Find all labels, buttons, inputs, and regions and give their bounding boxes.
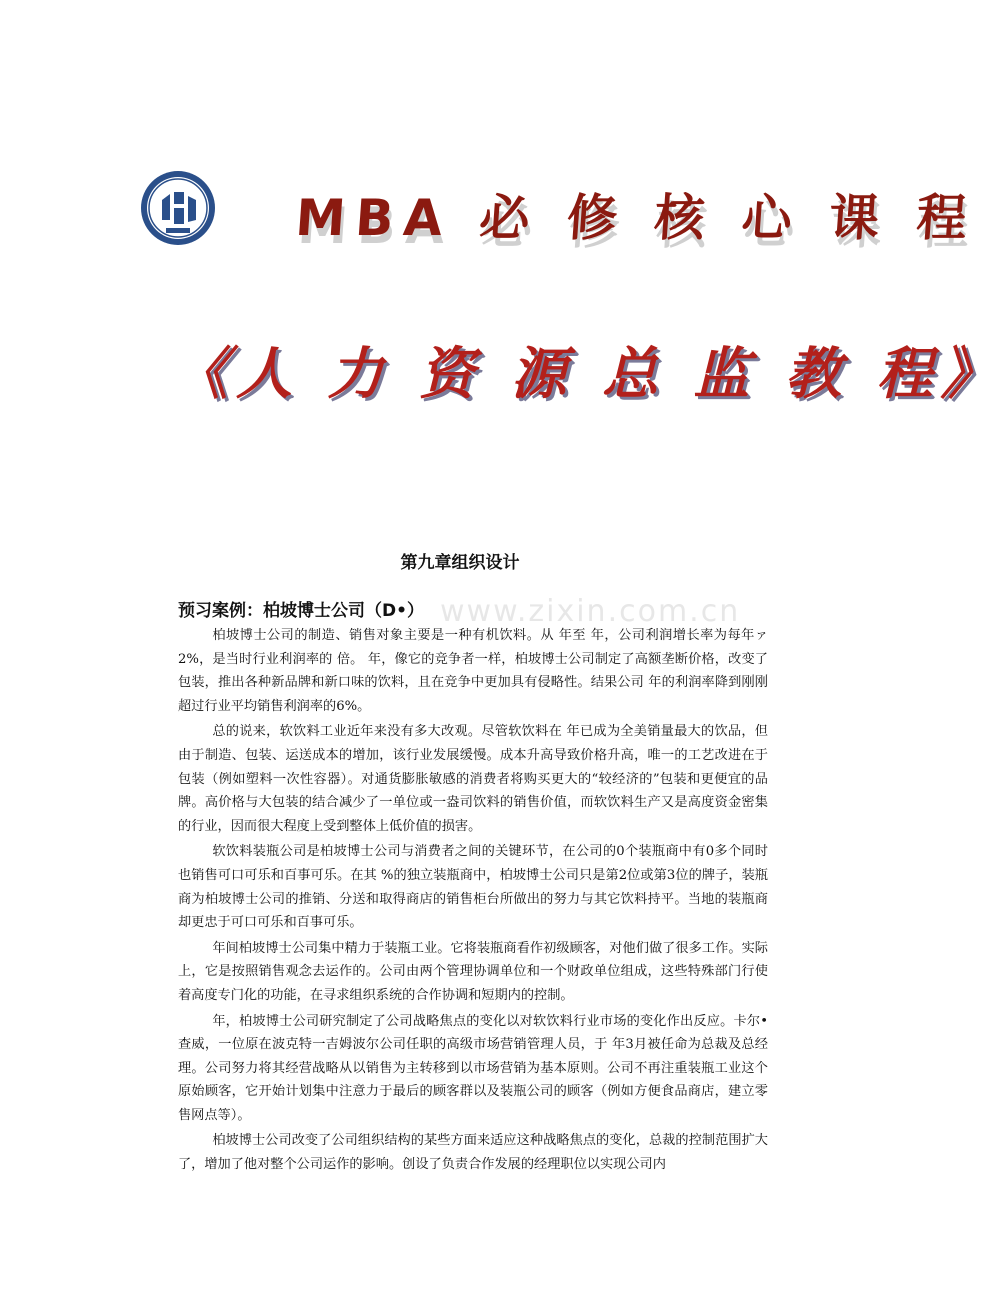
paragraph: 总的说来，软饮料工业近年来没有多大改观。尽管软饮料在 年已成为全美销量最大的饮品，但由于制造、包装、运送成本的增加，该行业发展缓慢。成本升高导致价格升高，唯一的工艺改进在于包装（例如塑料一次性容器）。对通货膨胀敏感的消费者将购买更大的“较经济的”包装和更便宜的品牌。高价格与大包装的结合减少了一单位或一盎司饮料的销售价值，而软饮料生产又是高度资金密集的行业，因而很大程度上受到整体上低价值的损害。 — [178, 724, 768, 834]
chapter-title: 第九章组织设计 — [400, 553, 520, 573]
paragraph: 年，柏坡博士公司研究制定了公司战略焦点的变化以对软饮料行业市场的变化作出反应。卡尔•查威，一位原在波克特一吉姆波尔公司任职的高级市场营销管理人员，于 年3月被任命为总裁及总经理。公司努力将其经营战略从以销售为主转移到以市场营销为基本原则。公司不再注重装瓶工业这个原始顾客，它开始计划集中注意力于最后的顾客群以及装瓶公司的顾客（例如方便食品商店，建立零售网点等）。 — [178, 1013, 768, 1123]
main-title: 《人 力 资 源 总 监 教 程》 — [172, 342, 1004, 407]
paragraph: 柏坡博士公司改变了公司组织结构的某些方面来适应这种战略焦点的变化，总裁的控制范围扩大了，增加了他对整个公司运作的影响。创设了负责合作发展的经理职位以实现公司内 — [178, 1133, 768, 1173]
body-text — [178, 624, 768, 1179]
paragraph: 年间柏坡博士公司集中精力于装瓶工业。它将装瓶商看作初级顾客，对他们做了很多工作。实际上，它是按照销售观念去运作的。公司由两个管理协调单位和一个财政单位组成，这些特殊部门行使着高度专门化的功能，在寻求组织系统的合作协调和短期内的控制。 — [178, 940, 768, 1003]
university-seal-logo — [140, 170, 216, 246]
case-title: 预习案例：柏坡博士公司（D•） — [178, 601, 424, 621]
watermark-text: www.zixin.com.cn — [440, 594, 741, 629]
course-title: MBA 必 修 核 心 课 程 — [293, 189, 979, 247]
paragraph: 软饮料装瓶公司是柏坡博士公司与消费者之间的关键环节，在公司的0个装瓶商中有0多个同时也销售可口可乐和百事可乐。在其 %的独立装瓶商中，柏坡博士公司只是第2位或第3位的牌子，装瓶商为柏坡博士公司的推销、分送和取得商店的销售柜台所做出的努力与其它饮料持平。当地的装瓶商却更忠于可口可乐和百事可乐。 — [178, 844, 768, 931]
paragraph: 柏坡博士公司的制造、销售对象主要是一种有机饮料。从 年至 年，公司利润增长率为每年ァ2%，是当时行业利润率的 倍。 年，像它的竞争者一样，柏坡博士公司制定了高额垄断价格，改变了包装，推出各种新品牌和新口味的饮料，且在竞争中更加具有侵略性。结果公司 年的利润率降到刚刚超过行业平均销售利润率的6%。 — [178, 628, 768, 714]
